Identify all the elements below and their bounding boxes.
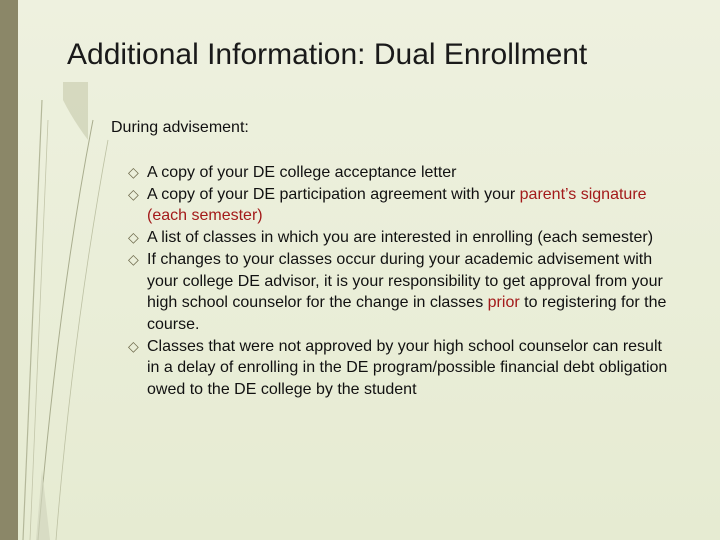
list-item-text: Classes that were not approved by your high school counselor can result in a delay of enrolling in the DE program/possible financial debt obligation owed to the DE college by the student: [147, 337, 668, 399]
left-accent-bar: [0, 0, 18, 540]
list-item-text: to registering for the course.: [147, 294, 667, 333]
list-item: [128, 249, 668, 336]
list-item-text: If changes to your classes occur during your academic advisement with your college DE advisor, it is your responsibility to get approval from your high school counselor for the change in classes: [147, 250, 663, 312]
list-item: [128, 184, 668, 227]
list-item: [128, 227, 668, 249]
list-item: [128, 162, 668, 184]
diamond-bullet-icon: [128, 162, 139, 184]
diamond-bullet-icon: [128, 227, 139, 249]
diamond-bullet-icon: [128, 184, 139, 206]
slide-title: Additional Information: Dual Enrollment: [67, 38, 588, 71]
requirements-list: [128, 162, 668, 401]
highlighted-text: parent’s signature (each semester): [147, 185, 647, 225]
intro-text: During advisement:: [111, 119, 249, 136]
list-item: [128, 336, 668, 401]
list-item-text: A copy of your DE participation agreement with your: [147, 185, 520, 203]
list-item-text: A copy of your DE college acceptance letter: [147, 164, 457, 181]
diamond-bullet-icon: [128, 249, 139, 271]
highlighted-text: prior: [487, 294, 520, 312]
diamond-bullet-icon: [128, 336, 139, 358]
list-item-text: A list of classes in which you are interested in enrolling (each semester): [147, 229, 654, 247]
